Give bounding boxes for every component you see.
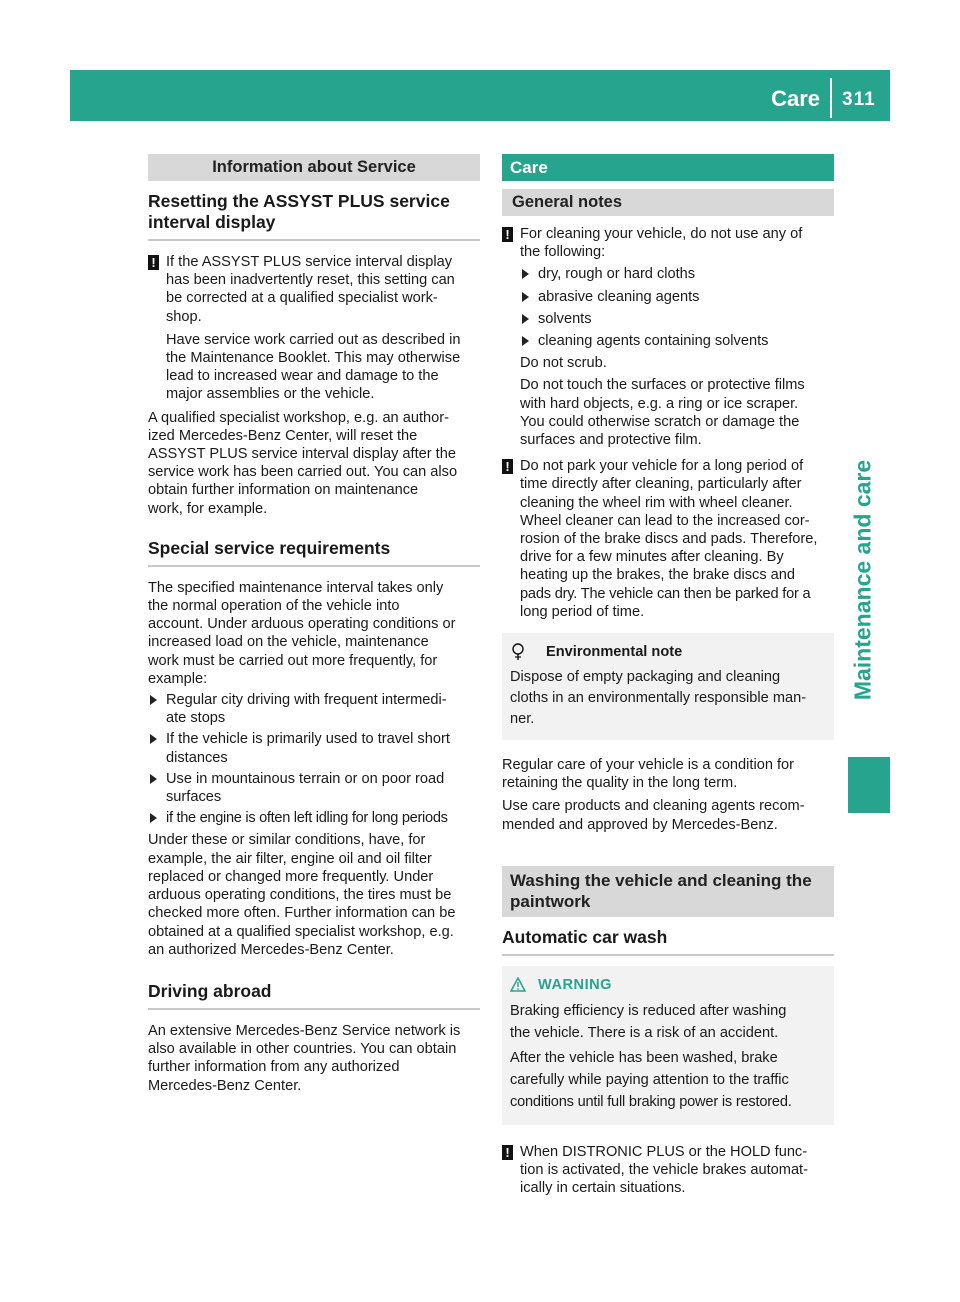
text-line: work must be carried out more frequently, for <box>148 652 438 669</box>
text-line: the following: <box>520 244 606 261</box>
list-item: abrasive cleaning agents <box>520 288 834 306</box>
text-line: Have service work carried out as described in <box>166 331 461 348</box>
text-block <box>166 253 480 326</box>
list-special-conditions <box>148 691 480 827</box>
text-block <box>510 1047 826 1113</box>
text-line: the normal operation of the vehicle into <box>148 598 400 615</box>
bullet-icon <box>522 269 529 279</box>
warning-title <box>510 976 826 994</box>
text-line: conditions until full braking power is restored. <box>510 1093 792 1110</box>
header-bar <box>70 70 890 121</box>
text-line: the Maintenance Booklet. This may otherwise <box>166 350 461 367</box>
header-section-title: Care <box>771 86 820 111</box>
bullet-icon <box>150 774 157 784</box>
text-line: ASSYST PLUS service interval display after the <box>148 446 456 463</box>
text-line: time directly after cleaning, particularly after <box>520 476 802 493</box>
bullet-icon <box>522 336 529 346</box>
text-line: an authorized Mercedes-Benz Center. <box>148 941 394 958</box>
heading-special-service: Special service requirements <box>148 538 480 567</box>
text-block <box>166 331 480 404</box>
heading-automatic-car-wash: Automatic car wash <box>502 927 834 956</box>
text-line: shop. <box>166 308 202 325</box>
text-line: When DISTRONIC PLUS or the HOLD func- <box>520 1143 808 1160</box>
text-line: obtain further information on maintenance <box>148 482 419 499</box>
text-line: A qualified specialist workshop, e.g. an author- <box>148 409 449 426</box>
text-line: major assemblies or the vehicle. <box>166 386 375 403</box>
text-line: Do not park your vehicle for a long period of <box>520 458 804 475</box>
left-column <box>148 154 480 1095</box>
side-tab-marker <box>848 757 890 813</box>
text-line: retaining the quality in the long term. <box>502 775 738 792</box>
text-line: If the ASSYST PLUS service interval display <box>166 254 453 270</box>
text-line: arduous operating conditions, the tires must be <box>148 887 452 904</box>
lightbulb-icon <box>510 643 526 661</box>
text-line: further information from any authorized <box>148 1059 400 1076</box>
text-line: work, for example. <box>148 500 268 517</box>
text-line: For cleaning your vehicle, do not use any of <box>520 226 803 242</box>
environmental-note-title <box>510 643 826 661</box>
right-column <box>502 154 834 1197</box>
text-block <box>520 457 834 621</box>
text-block <box>520 354 834 449</box>
warning-label: WARNING <box>538 976 613 993</box>
text-line: After the vehicle has been washed, brake <box>510 1049 778 1066</box>
paragraph-care-body-2 <box>502 797 834 833</box>
text-line: cloths in an environmentally responsible man- <box>510 690 807 707</box>
header-separator <box>830 78 832 118</box>
text-line: lead to increased wear and damage to the <box>166 368 439 385</box>
text-line: Do not touch the surfaces or protective films <box>520 377 805 394</box>
text-line: ically in certain situations. <box>520 1180 686 1197</box>
paragraph-special-body <box>148 579 480 688</box>
paragraph-special-after <box>148 831 480 958</box>
environmental-note-label: Environmental note <box>546 644 683 661</box>
heading-resetting-assyst-text: Resetting the ASSYST PLUS service interval display <box>148 191 450 232</box>
text-line: carefully while paying attention to the traffic <box>510 1071 789 1088</box>
text-line: also available in other countries. You can obtain <box>148 1041 457 1058</box>
paragraph-care-body <box>502 756 834 792</box>
bullet-icon <box>522 292 529 302</box>
note-cleaning <box>502 225 834 449</box>
note-distronic <box>502 1143 834 1198</box>
text-block <box>520 225 834 261</box>
list-item: If the vehicle is primarily used to travel short distances <box>148 730 480 766</box>
text-block <box>510 1000 826 1044</box>
text-block <box>510 667 826 730</box>
text-line: cleaning the wheel rim with wheel cleaner. <box>520 494 793 511</box>
band-line: Washing the vehicle and cleaning the <box>510 870 812 890</box>
exclamation-icon: ! <box>148 255 159 270</box>
text-line: mended and approved by Mercedes-Benz. <box>502 816 778 833</box>
side-tab <box>843 420 883 740</box>
bullet-icon <box>150 813 157 823</box>
text-line: Regular care of your vehicle is a condition for <box>502 757 795 774</box>
text-line: example, the air filter, engine oil and oil filter <box>148 850 432 867</box>
text-line: You could otherwise scratch or damage the <box>520 413 800 430</box>
list-item: cleaning agents containing solvents <box>520 332 834 350</box>
side-tab-label: Maintenance and care <box>849 459 876 701</box>
text-line: surfaces and protective film. <box>520 432 702 449</box>
exclamation-icon: ! <box>502 1145 513 1160</box>
paragraph-reset-body <box>148 409 480 518</box>
note-reset <box>148 253 480 404</box>
warning-box <box>502 966 834 1125</box>
text-line: drive for a few minutes after cleaning. By <box>520 549 784 566</box>
text-line: Dispose of empty packaging and cleaning <box>510 669 781 686</box>
text-block <box>520 1143 834 1198</box>
list-item: if the engine is often left idling for long periods <box>148 809 480 827</box>
warning-triangle-icon <box>510 977 526 992</box>
text-line: rosion of the brake discs and pads. Therefore, <box>520 531 818 548</box>
list-cleaning-forbidden <box>520 265 834 350</box>
environmental-note-box <box>502 633 834 740</box>
text-line: has been inadvertently reset, this setting can <box>166 272 455 289</box>
section-band-care: Care <box>502 154 834 181</box>
text-line: Wheel cleaner can lead to the increased cor- <box>520 512 810 529</box>
band-washing-vehicle <box>502 866 834 917</box>
list-item: Regular city driving with frequent intermedi- ate stops <box>148 691 480 727</box>
text-line: heating up the brakes, the brake discs and <box>520 567 796 584</box>
paragraph-abroad <box>148 1022 480 1095</box>
band-general-notes: General notes <box>502 189 834 216</box>
text-line: Braking efficiency is reduced after washing <box>510 1002 787 1019</box>
exclamation-icon: ! <box>502 227 513 242</box>
heading-driving-abroad: Driving abroad <box>148 981 480 1010</box>
band-line: paintwork <box>510 891 591 911</box>
text-line: Mercedes-Benz Center. <box>148 1077 302 1094</box>
text-line: service work has been carried out. You can also <box>148 464 458 481</box>
text-line: long period of time. <box>520 603 645 620</box>
text-line: pads dry. The vehicle can then be parked for a <box>520 585 811 602</box>
text-line: obtained at a qualified specialist workshop, e.g. <box>148 923 454 940</box>
text-line: Do not scrub. <box>520 355 607 372</box>
text-line: increased load on the vehicle, maintenance <box>148 634 429 651</box>
text-line: replaced or changed more frequently. Under <box>148 868 434 885</box>
section-band-service: Information about Service <box>148 154 480 181</box>
text-line: ner. <box>510 711 535 728</box>
text-line: ized Mercedes-Benz Center, will reset the <box>148 427 418 444</box>
text-line: be corrected at a qualified specialist work- <box>166 290 438 307</box>
text-line: An extensive Mercedes-Benz Service network is <box>148 1022 461 1039</box>
note-parking <box>502 457 834 621</box>
heading-resetting-assyst <box>148 191 480 241</box>
bullet-icon <box>150 734 157 744</box>
page-number: 311 <box>842 89 876 110</box>
text-line: tion is activated, the vehicle brakes automat- <box>520 1162 808 1179</box>
list-item: dry, rough or hard cloths <box>520 265 834 283</box>
text-line: account. Under arduous operating conditions or <box>148 616 456 633</box>
text-line: Under these or similar conditions, have, for <box>148 832 426 849</box>
text-line: with hard objects, e.g. a ring or ice scraper. <box>520 395 799 412</box>
bullet-icon <box>522 314 529 324</box>
text-line: the vehicle. There is a risk of an accident. <box>510 1024 779 1041</box>
text-line: The specified maintenance interval takes only <box>148 579 444 596</box>
text-line: Use care products and cleaning agents recom- <box>502 798 805 815</box>
list-item: Use in mountainous terrain or on poor road surfaces <box>148 770 480 806</box>
bullet-icon <box>150 695 157 705</box>
exclamation-icon: ! <box>502 459 513 474</box>
text-line: checked more often. Further information can be <box>148 905 456 922</box>
text-line: example: <box>148 670 208 687</box>
list-item: solvents <box>520 310 834 328</box>
